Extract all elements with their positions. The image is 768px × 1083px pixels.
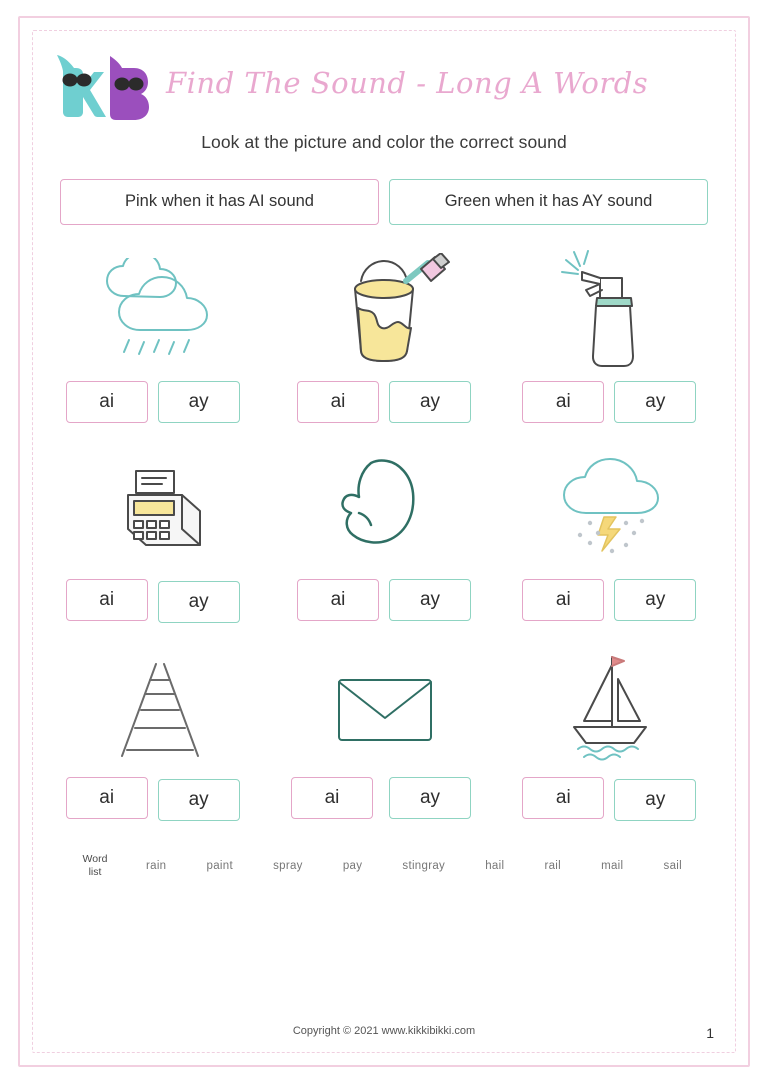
exercise-item-mail [271,647,496,845]
exercise-row [46,647,722,845]
exercise-item-spray [497,251,722,449]
legend-pink-ai: Pink when it has AI sound [60,179,379,225]
choice-group [297,777,471,819]
word-list-item: paint [206,860,233,873]
page-number: 1 [706,1025,714,1041]
choice-group [522,777,696,819]
footer-copyright: Copyright © 2021 www.kikkibikki.com [292,1025,476,1037]
choice-ai[interactable]: ai [66,381,148,423]
choice-group [297,579,471,621]
rain-cloud-icon [46,251,271,375]
word-list-label-line2: list [88,866,102,879]
choice-ai[interactable]: ai [522,579,604,621]
paint-bucket-icon [271,251,496,375]
exercise-item-sail [497,647,722,845]
exercise-item-stingray [271,449,496,647]
exercise-row [46,449,722,647]
page-content [46,42,722,1041]
choice-ay[interactable]: ay [614,579,696,621]
envelope-mail-icon [271,647,496,771]
choice-ay[interactable]: ay [389,579,471,621]
choice-group [522,381,696,423]
choice-ai[interactable]: ai [66,777,148,819]
choice-ay[interactable]: ay [614,779,696,821]
choice-ai[interactable]: ai [297,381,379,423]
choice-ai[interactable]: ai [297,579,379,621]
page-subtitle: Look at the picture and color the correct sound [201,132,567,152]
word-list-item: spray [273,860,303,873]
exercise-grid [46,251,722,845]
legend-green-ay: Green when it has AY sound [389,179,708,225]
choice-ay[interactable]: ay [158,381,240,423]
choice-ai[interactable]: ai [291,777,373,819]
exercise-item-paint [271,251,496,449]
railway-track-icon [46,647,271,771]
choice-ai[interactable]: ai [66,579,148,621]
choice-group [522,579,696,621]
card-payment-terminal-icon [46,449,271,573]
legend [46,179,722,225]
word-list-item: mail [601,860,624,873]
choice-ay[interactable]: ay [614,381,696,423]
word-list-label [68,853,122,879]
word-list-item: sail [663,860,682,873]
header [46,42,722,128]
choice-ai[interactable]: ai [522,381,604,423]
spray-bottle-icon [497,251,722,375]
stingray-icon [271,449,496,573]
choice-group [66,381,240,423]
exercise-item-hail [497,449,722,647]
choice-ay[interactable]: ay [389,777,471,819]
word-list-item: rain [146,860,167,873]
choice-group [66,777,240,819]
exercise-row [46,251,722,449]
hail-cloud-icon [497,449,722,573]
word-list-words [122,860,700,872]
exercise-item-pay [46,449,271,647]
exercise-item-rail [46,647,271,845]
choice-group [66,579,240,621]
sailboat-icon [497,647,722,771]
choice-ay[interactable]: ay [158,779,240,821]
choice-ay[interactable]: ay [389,381,471,423]
word-list-label-line1: Word [82,853,108,865]
choice-ay[interactable]: ay [158,581,240,623]
exercise-item-rain [46,251,271,449]
word-list-item: rail [544,860,561,873]
word-list-item: pay [342,860,363,873]
word-list [46,853,722,879]
choice-group [297,381,471,423]
kikkibikki-logo-icon [54,50,150,124]
choice-ai[interactable]: ai [522,777,604,819]
word-list-item: stingray [402,860,446,873]
word-list-item: hail [485,860,505,873]
page-title: Find The Sound - Long A Words [166,66,649,100]
